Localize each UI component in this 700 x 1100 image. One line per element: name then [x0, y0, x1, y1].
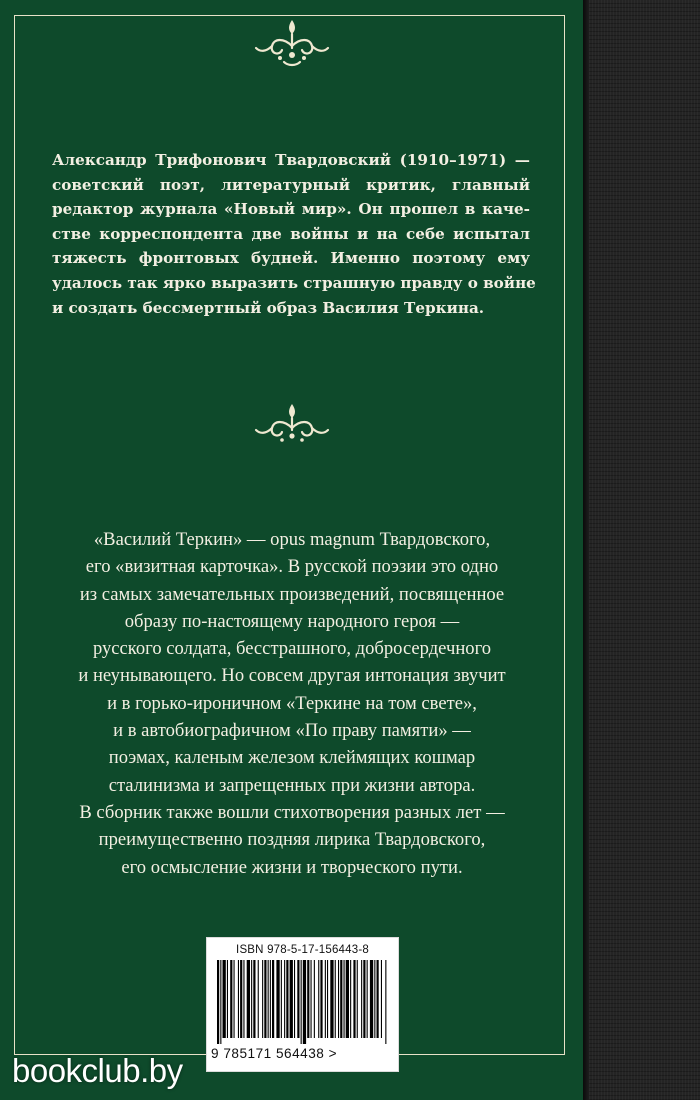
barcode-bar	[370, 960, 373, 1038]
spine-edge	[583, 0, 589, 1100]
barcode-bar	[330, 960, 333, 1038]
author-biography	[52, 148, 536, 320]
summary-line: русского солдата, бесстрашного, добросердечного	[92, 638, 492, 660]
barcode-bar	[361, 960, 362, 1038]
isbn-label: ISBN 978-5-17-156443-8	[236, 944, 369, 956]
barcode-bar	[335, 960, 336, 1038]
barcode-bar	[227, 960, 228, 1038]
book-summary	[38, 526, 546, 881]
summary-line: сталинизма и запрещенных при жизни автора.	[108, 774, 476, 796]
fleuron-top-icon	[0, 8, 583, 72]
barcode-digits: 9 785171 564438 >	[211, 1046, 338, 1061]
barcode-bar	[327, 960, 328, 1038]
barcode-bar	[286, 960, 288, 1038]
fleuron-middle-icon	[0, 398, 583, 446]
barcode-bar	[385, 960, 386, 1044]
barcode-bar	[294, 960, 295, 1038]
summary-line: В сборник также вошли стихотворения разных лет —	[79, 801, 505, 823]
barcode-bar	[340, 960, 342, 1038]
barcode-bar	[350, 960, 351, 1038]
barcode-bar	[338, 960, 339, 1038]
barcode-bar	[381, 960, 382, 1038]
summary-line: преимущественно поздняя лирика Твардовского,	[98, 829, 486, 851]
barcode-bar	[297, 960, 299, 1038]
barcode-bar	[314, 960, 315, 1038]
barcode-bar	[363, 960, 365, 1038]
bio-line: советский поэт, литературный критик, главный	[52, 175, 530, 194]
book-spine	[583, 0, 700, 1100]
bio-line: стве корреспондента две войны и на себе испытал	[52, 224, 530, 243]
barcode-bar	[284, 960, 285, 1038]
barcode-bar	[325, 960, 326, 1038]
bio-line: и создать бессмертный образ Василия Теркина.	[52, 298, 485, 317]
summary-line: поэмах, каленым железом клеймящих кошмар	[108, 747, 476, 769]
barcode-bar	[311, 960, 312, 1038]
barcode-bar	[217, 960, 219, 1044]
barcode-bar	[281, 960, 282, 1038]
barcode-bar	[270, 960, 271, 1038]
barcode-bar	[240, 960, 242, 1038]
summary-line: и в горько-ироничном «Теркине на том свете»,	[107, 692, 477, 714]
barcode-bar	[230, 960, 232, 1038]
barcode-bar	[290, 960, 293, 1038]
barcode-bar	[253, 960, 255, 1038]
barcode-bar	[377, 960, 379, 1038]
barcode-bar	[303, 960, 306, 1044]
barcode-bar	[346, 960, 349, 1038]
barcode-bar	[307, 960, 309, 1038]
barcode-bar	[268, 960, 269, 1038]
summary-line: «Василий Теркин» — opus magnum Твардовского,	[93, 529, 491, 550]
barcode-bar	[276, 960, 279, 1038]
summary-line: образу по-настоящему народного героя —	[124, 610, 460, 632]
barcode-bar	[374, 960, 375, 1038]
barcode-bar	[367, 960, 368, 1038]
watermark: bookclub.by	[12, 1052, 183, 1089]
barcode-bar	[272, 960, 274, 1038]
barcode-bar	[301, 960, 302, 1044]
barcode-bar	[318, 960, 319, 1038]
barcode-bars-icon	[215, 960, 391, 1044]
bio-line: редактор журнала «Новый мир». Он прошел в каче-	[52, 200, 530, 219]
summary-line: и неунывающего. Но совсем другая интонация звучит	[78, 665, 506, 687]
bio-line: Александр Трифонович Твардовский (1910–1971) —	[52, 151, 530, 169]
barcode-bar	[251, 960, 252, 1038]
barcode-bar	[220, 960, 221, 1044]
barcode-bar	[353, 960, 355, 1038]
summary-line: из самых замечательных произведений, посвященное	[79, 583, 505, 605]
summary-line: его «визитная карточка». В русской поэзии это одно	[85, 556, 499, 578]
barcode-bar	[264, 960, 266, 1038]
barcode-bar	[344, 960, 345, 1038]
barcode-bar	[238, 960, 239, 1038]
isbn-barcode	[206, 937, 399, 1072]
barcode-bar	[234, 960, 235, 1038]
barcode-bar	[223, 960, 226, 1038]
barcode-bar	[357, 960, 358, 1038]
barcode-bar	[243, 960, 244, 1038]
summary-line: его осмысление жизни и творческого пути.	[121, 856, 463, 878]
bio-line: удалось так ярко выразить страшную правду о войне	[52, 273, 536, 292]
bio-line: тяжесть фронтовых будней. Именно поэтому ему	[52, 249, 530, 268]
summary-line: и в автобиографичном «По праву памяти» —	[113, 720, 471, 742]
barcode-bar	[320, 960, 322, 1038]
barcode-bar	[258, 960, 259, 1038]
barcode-bar	[262, 960, 263, 1038]
barcode-bar	[247, 960, 250, 1038]
